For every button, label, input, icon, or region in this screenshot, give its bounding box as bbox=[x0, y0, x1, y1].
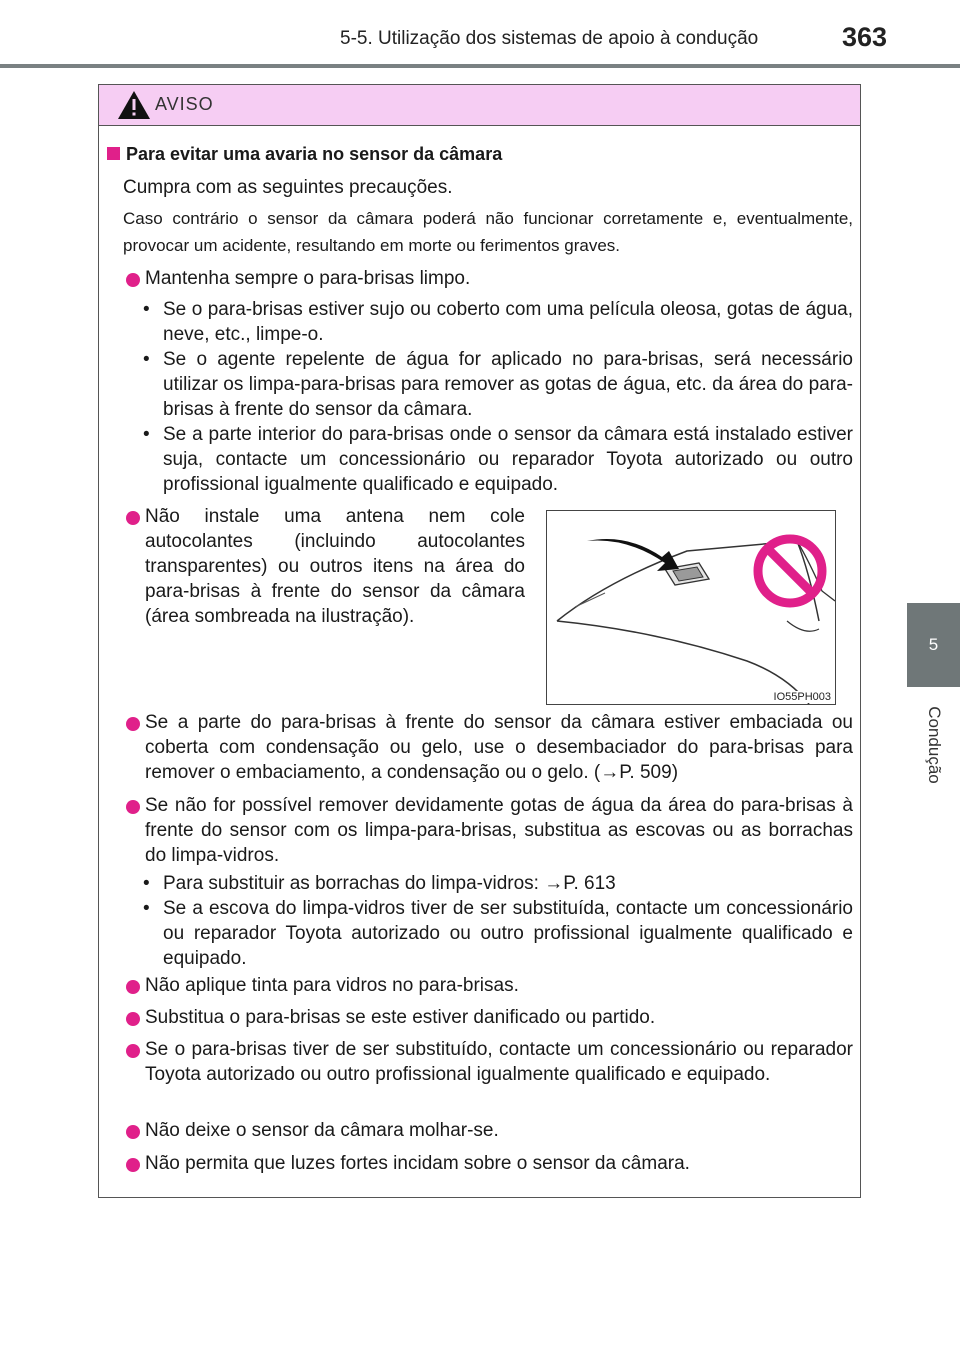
sub-bullet-mark: • bbox=[143, 299, 150, 320]
page-number: 363 bbox=[842, 22, 888, 52]
bullet-dot-icon bbox=[126, 800, 140, 814]
warning-heading bbox=[107, 144, 502, 165]
bullet-dot-icon bbox=[126, 1125, 140, 1139]
bullet-dot-icon bbox=[126, 273, 140, 287]
item-windshield-replacement-dealer: Se o para-brisas tiver de ser substituído, contacte um concessionário ou reparador Toyota autorizado ou outro profissional igualmente qualificado e equipado. bbox=[145, 1039, 853, 1085]
sub-bullet-mark: • bbox=[143, 898, 150, 919]
consequence-text: Caso contrário o sensor da câmara poderá não funcionar corretamente e, eventualmente, provocar um acidente, resultando em morte ou ferimentos graves. bbox=[123, 209, 853, 255]
bullet-dot-icon bbox=[126, 980, 140, 994]
bullet-dot-icon bbox=[126, 1012, 140, 1026]
sub-bullet-mark: • bbox=[143, 424, 150, 445]
sub-bullet-mark: • bbox=[143, 873, 150, 894]
bullet-dot-icon bbox=[126, 511, 140, 525]
sub-item: Se o para-brisas estiver sujo ou coberto com uma película oleosa, gotas de água, neve, etc., limpe-o. bbox=[163, 299, 853, 345]
windshield-sensor-illustration bbox=[546, 510, 836, 705]
item-no-glass-tint: Não aplique tinta para vidros no para-brisas. bbox=[145, 975, 519, 996]
illustration-code: IO55PH003 bbox=[773, 691, 831, 703]
warning-heading-text: Para evitar uma avaria no sensor da câmara bbox=[126, 144, 503, 164]
bullet-dot-icon bbox=[126, 1044, 140, 1058]
chapter-label bbox=[907, 690, 960, 800]
sub-item: Se a escova do limpa-vidros tiver de ser substituída, contacte um concessionário ou reparador Toyota autorizado ou outro profissional igualmente qualificado e equipado. bbox=[163, 898, 853, 969]
item-replace-windshield: Substitua o para-brisas se este estiver danificado ou partido. bbox=[145, 1007, 656, 1028]
warning-box bbox=[98, 84, 861, 1198]
item-keep-sensor-dry: Não deixe o sensor da câmara molhar-se. bbox=[145, 1120, 499, 1141]
sub-item: Para substituir as borrachas do limpa-vidros: →P. 613 bbox=[163, 873, 616, 894]
item-replace-wipers: Se não for possível remover devidamente gotas de água da área do para-brisas à frente do sensor com os limpa-para-brisas, substitua as escovas ou as borrachas do limpa-vidros. bbox=[145, 795, 853, 866]
bullet-dot-icon bbox=[126, 717, 140, 731]
item-defogger: Se a parte do para-brisas à frente do sensor da câmara estiver embaciada ou coberta com condensação ou gelo, use o desembaciador do para-brisas para remover o embaciamento, a condensação ou o gelo. (→P. 509) bbox=[145, 712, 853, 783]
sub-item: Se o agente repelente de água for aplicado no para-brisas, será necessário utilizar os limpa-para-brisas para remover as gotas de água, etc. da área do para-brisas à frente do sensor da câmara. bbox=[163, 349, 853, 420]
item-keep-windshield-clean: Mantenha sempre o para-brisas limpo. bbox=[145, 268, 471, 289]
sub-bullet-mark: • bbox=[143, 349, 150, 370]
intro-text: Cumpra com as seguintes precauções. bbox=[123, 177, 453, 198]
square-bullet-icon bbox=[107, 147, 120, 160]
sub-item: Se a parte interior do para-brisas onde o sensor da câmara está instalado estiver suja, contacte um concessionário ou reparador Toyota autorizado ou outro profissional igualmente qualificado e equipado. bbox=[163, 424, 853, 495]
bullet-dot-icon bbox=[126, 1158, 140, 1172]
item-no-strong-light: Não permita que luzes fortes incidam sobre o sensor da câmara. bbox=[145, 1153, 690, 1174]
warning-triangle-icon bbox=[117, 90, 151, 120]
chapter-number: 5 bbox=[928, 635, 939, 654]
windshield-drawing bbox=[547, 511, 835, 704]
chapter-tab bbox=[907, 603, 960, 687]
item-no-antenna: Não instale uma antena nem cole autocolantes (incluindo autocolantes transparentes) ou outros itens na área do para-brisas à frente do sensor da câmara (área sombreada na ilustração). bbox=[145, 506, 525, 627]
section-title: 5-5. Utilização dos sistemas de apoio à condução bbox=[340, 28, 759, 49]
warning-title: AVISO bbox=[155, 94, 214, 114]
chapter-label-text: Condução bbox=[924, 706, 944, 784]
warning-header bbox=[99, 85, 860, 126]
header-rule bbox=[0, 64, 960, 68]
